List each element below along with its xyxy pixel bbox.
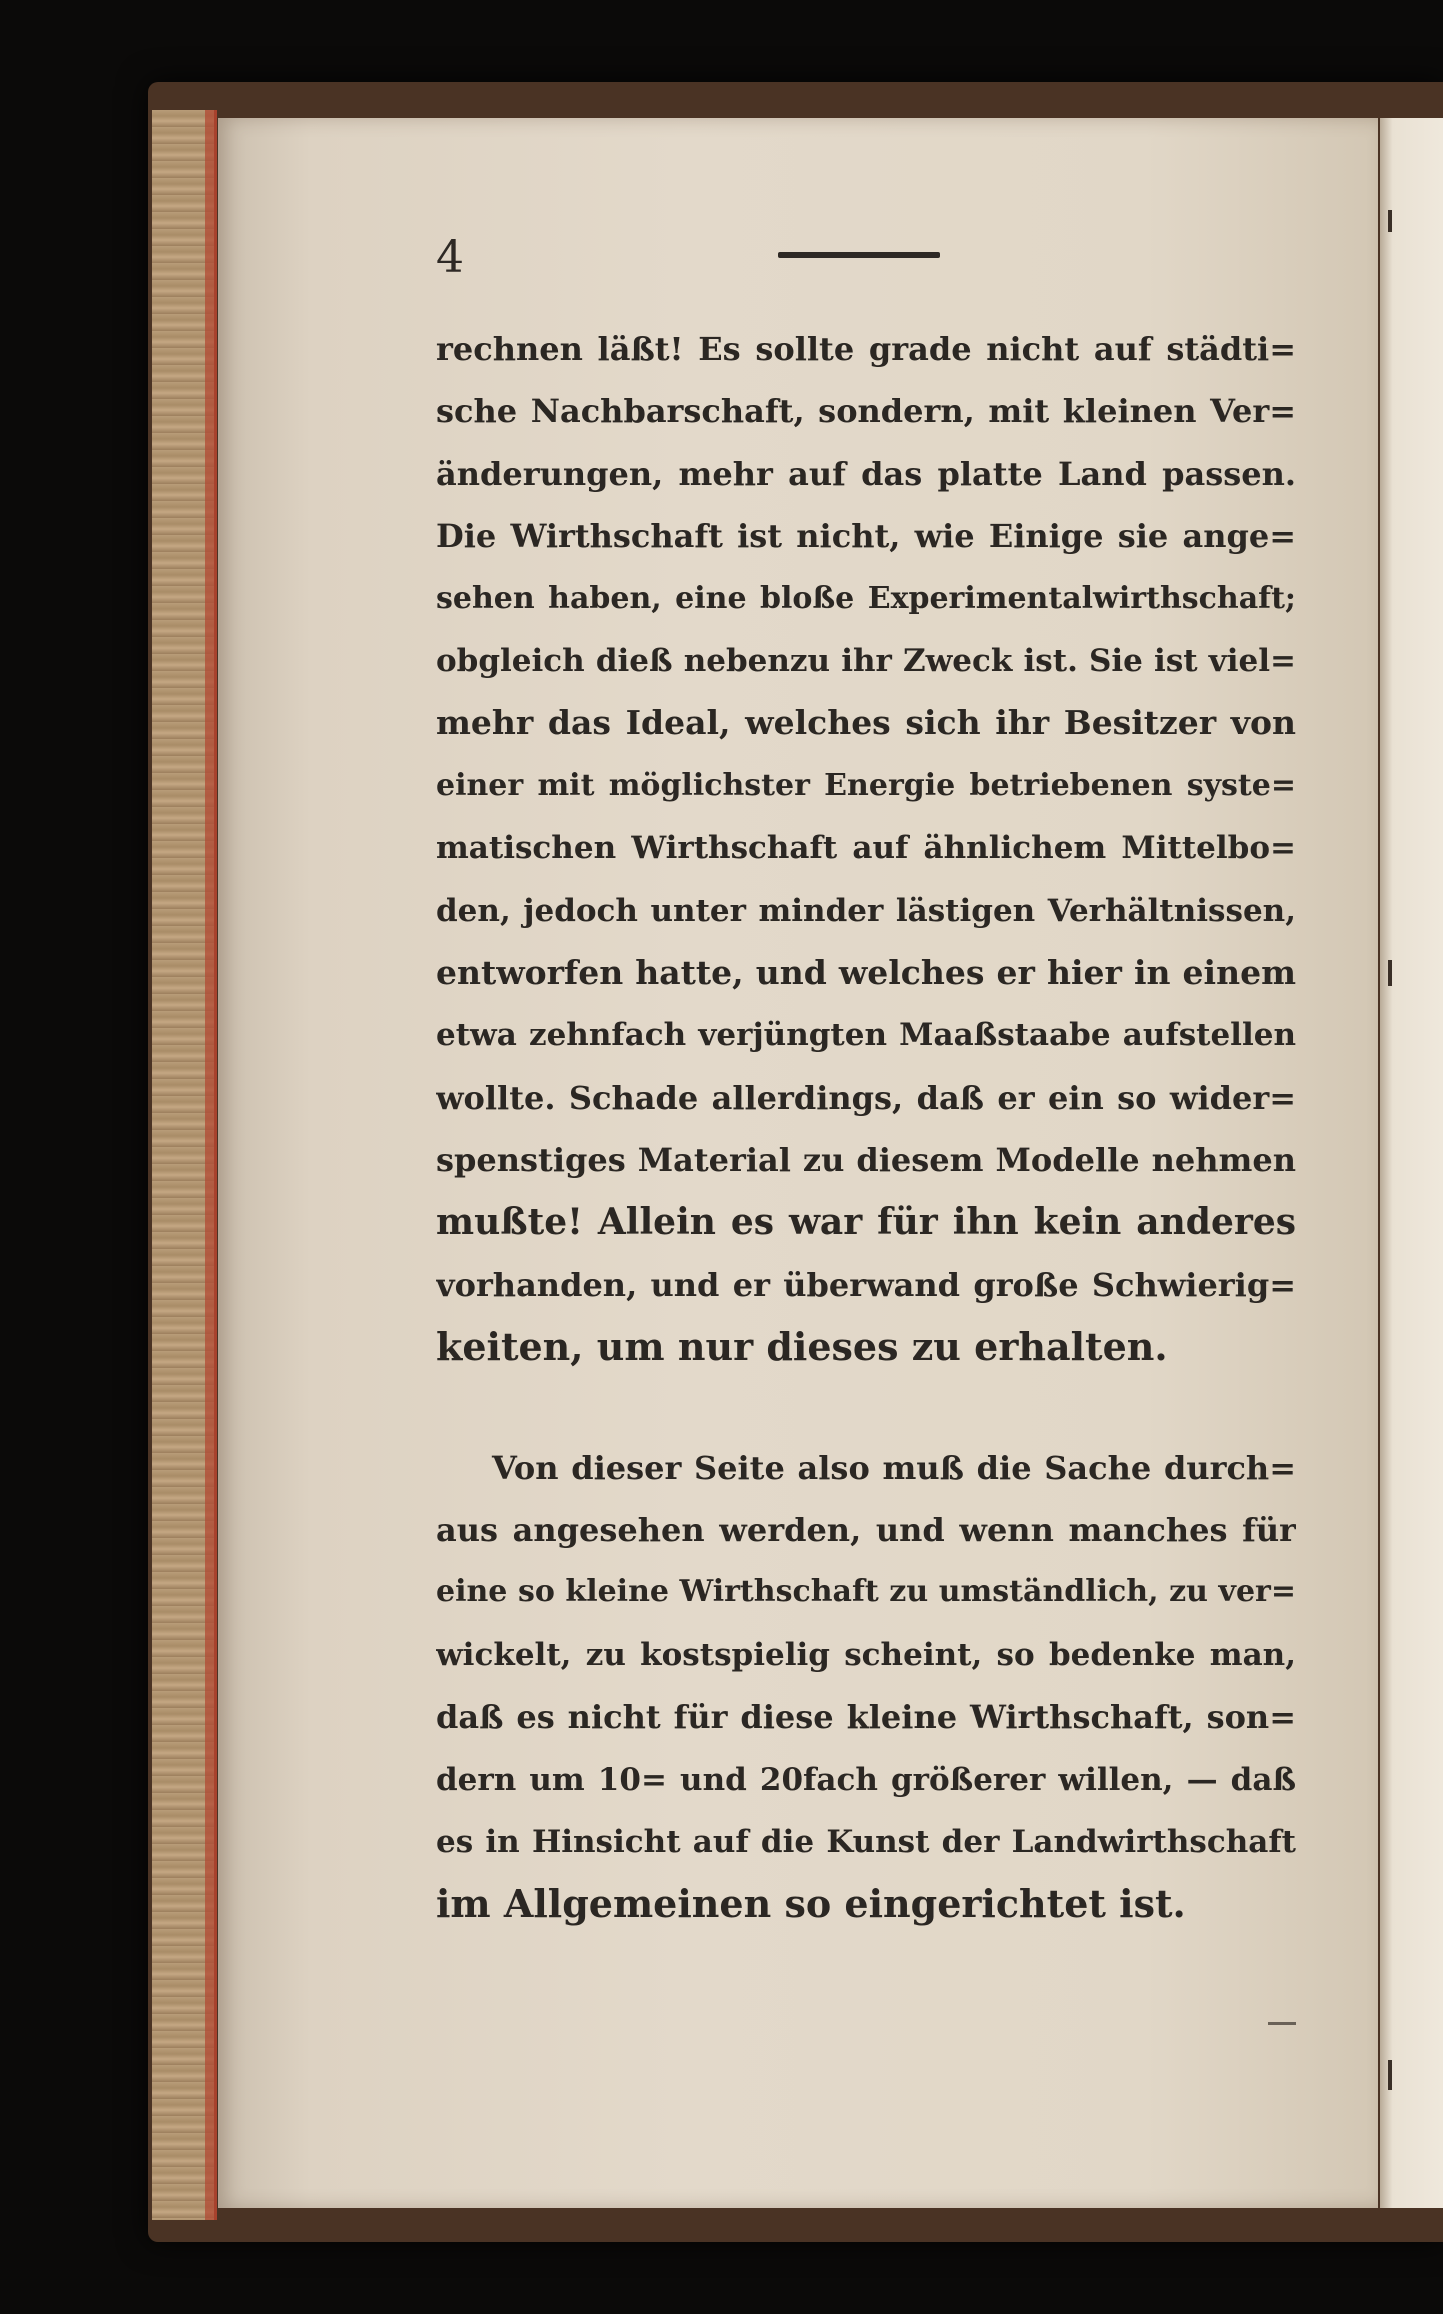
text-line: daß es nicht für diese kleine Wirthschaft, son= (436, 1698, 1296, 1737)
facing-page (1380, 118, 1443, 2208)
page-number: 4 (436, 232, 464, 283)
text-line: dern um 10= und 20fach größerer willen, — daß (436, 1761, 1296, 1798)
text-line: änderungen, mehr auf das platte Land passen. (436, 454, 1296, 493)
text-line: eine so kleine Wirthschaft zu umständlich, zu ver= (436, 1574, 1296, 1610)
text-line: Von dieser Seite also muß die Sache durch= (492, 1448, 1296, 1487)
text-line: im Allgemeinen so eingerichtet ist. (436, 1881, 1186, 1927)
body-text (436, 318, 1296, 1936)
text-line: obgleich dieß nebenzu ihr Zweck ist. Sie ist viel= (436, 642, 1296, 679)
paragraph (436, 318, 1296, 1379)
facing-page-mark (1388, 2060, 1392, 2090)
text-line: wickelt, zu kostspielig scheint, so bedenke man, (436, 1636, 1296, 1673)
text-line: spenstiges Material zu diesem Modelle nehmen (436, 1141, 1296, 1180)
text-line: sche Nachbarschaft, sondern, mit kleinen Ver= (436, 392, 1296, 431)
red-page-edge (205, 110, 217, 2220)
text-line: den, jedoch unter minder lästigen Verhältnissen, (436, 892, 1296, 929)
text-line: wollte. Schade allerdings, daß er ein so wider= (436, 1078, 1296, 1117)
text-line: einer mit möglichster Energie betriebenen syste= (436, 767, 1296, 803)
text-line: entworfen hatte, und welches er hier in einem (436, 952, 1296, 992)
text-line: rechnen läßt! Es sollte grade nicht auf städti= (436, 330, 1296, 368)
paragraph (436, 1437, 1296, 1936)
page-mark (1268, 2022, 1296, 2025)
text-line: aus angesehen werden, und wenn manches für (436, 1511, 1296, 1550)
text-line: sehen haben, eine bloße Experimentalwirthschaft; (436, 580, 1296, 616)
text-line: Die Wirthschaft ist nicht, wie Einige sie ange= (436, 517, 1296, 556)
facing-page-mark (1388, 210, 1392, 232)
facing-page-mark (1388, 960, 1392, 986)
text-line: matischen Wirthschaft auf ähnlichem Mittelbo= (436, 830, 1296, 867)
text-line: es in Hinsicht auf die Kunst der Landwirthschaft (436, 1823, 1296, 1860)
paragraph-gap (436, 1379, 1296, 1437)
text-line: keiten, um nur dieses zu erhalten. (436, 1324, 1168, 1370)
text-line: etwa zehnfach verjüngten Maaßstaabe aufstellen (436, 1017, 1296, 1054)
header-rule (778, 252, 940, 258)
text-line: mehr das Ideal, welches sich ihr Besitzer von (436, 703, 1296, 743)
text-line: vorhanden, und er überwand große Schwierig= (436, 1265, 1296, 1304)
text-line: mußte! Allein es war für ihn kein anderes (436, 1201, 1296, 1244)
